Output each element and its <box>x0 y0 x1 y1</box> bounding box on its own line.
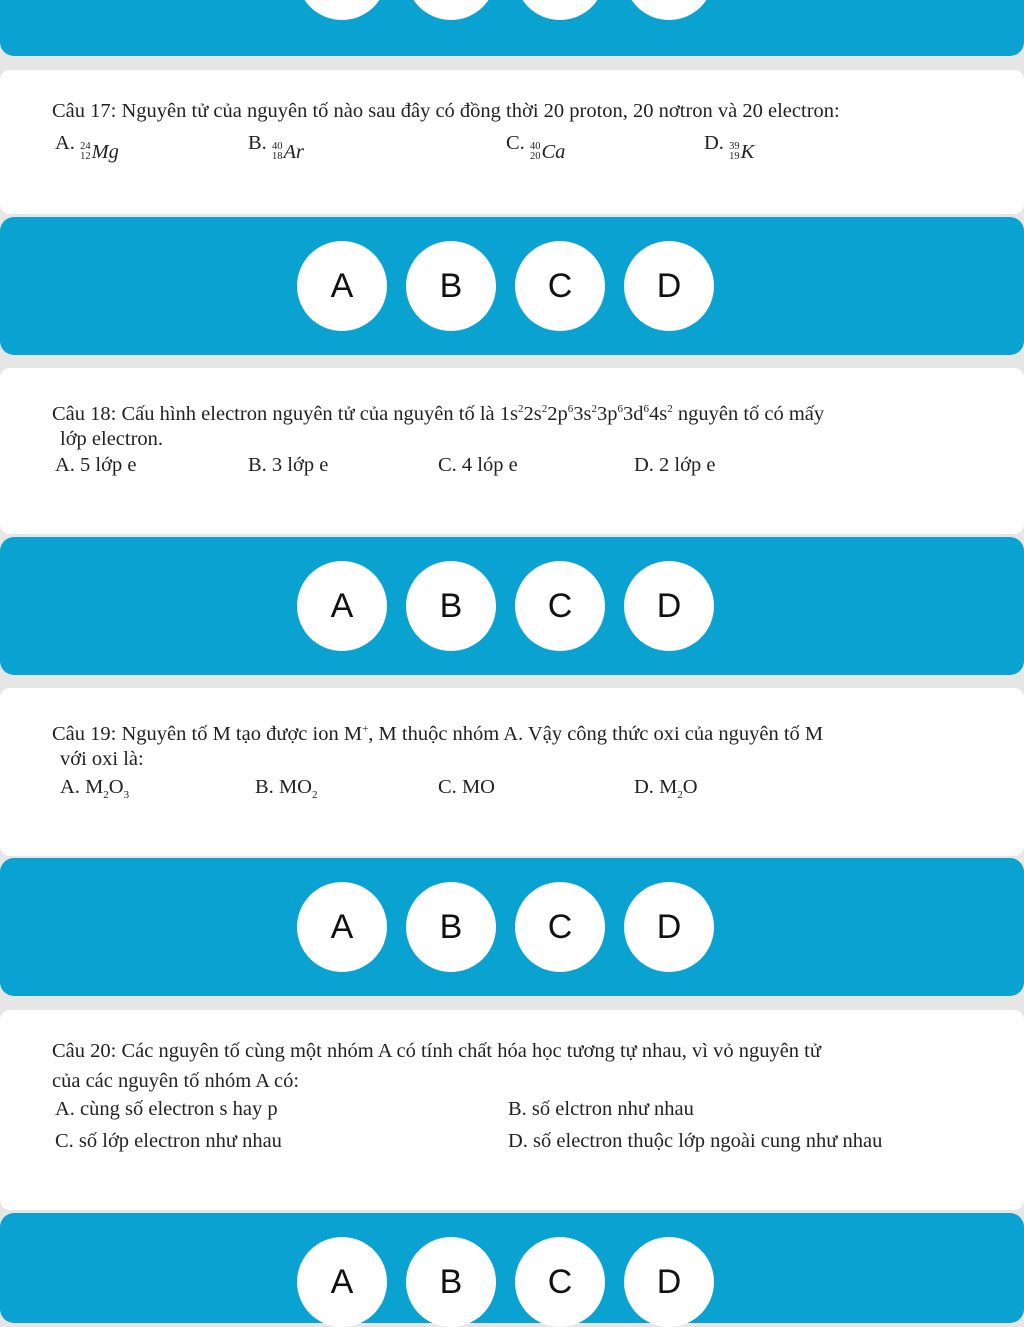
answer-button-c[interactable]: C <box>515 561 605 651</box>
answer-band-20 <box>0 1213 1024 1323</box>
option-d: D. 2 lớp e <box>634 454 716 476</box>
option-d: D. 39 19 K <box>704 132 755 163</box>
orbital-term: $3p^6$ <box>596 402 623 425</box>
answer-button-a[interactable]: A <box>297 1237 387 1327</box>
option-a: A. $M_2O_3$ <box>60 776 130 802</box>
isotope-mg: 24 12 Mg <box>80 140 119 163</box>
question-text: Câu 18: Cấu hình electron nguyên tử của nguyên tố là $1s^22s^22p^63s^23p^63d^64s^2$ nguyên tố có mấy <box>52 402 825 425</box>
answer-button-d[interactable] <box>624 0 714 20</box>
electron-configuration <box>500 403 673 425</box>
orbital-term: $4s^2$ <box>648 402 673 425</box>
orbital-term: $2s^2$ <box>523 402 548 425</box>
answer-band-top <box>0 0 1024 56</box>
option-a: A. cùng số electron s hay p <box>55 1098 278 1120</box>
answer-button-b[interactable]: B <box>406 882 496 972</box>
question-text-line2: lớp electron. <box>60 428 164 450</box>
answer-button-d[interactable]: D <box>624 1237 714 1327</box>
option-c: C. số lớp electron như nhau <box>55 1130 282 1152</box>
answer-button-b[interactable]: B <box>406 561 496 651</box>
question-text: Câu 20: Các nguyên tố cùng một nhóm A có tính chất hóa học tương tự nhau, vì vỏ nguyên tử <box>52 1040 821 1062</box>
question-card-17 <box>0 70 1024 214</box>
answer-button-b[interactable]: B <box>406 1237 496 1327</box>
answer-button-a[interactable]: A <box>297 561 387 651</box>
question-card-18 <box>0 368 1024 534</box>
orbital-term: $2p^6$ <box>547 402 574 425</box>
option-b: B. 40 18 Ar <box>248 132 304 163</box>
answer-button-d[interactable]: D <box>624 561 714 651</box>
answer-button-a[interactable]: A <box>297 882 387 972</box>
answer-button-a[interactable]: A <box>297 241 387 331</box>
orbital-term: $3d^6$ <box>622 402 649 425</box>
question-text-line2: của các nguyên tố nhóm A có: <box>52 1070 300 1092</box>
answer-button-d[interactable]: D <box>624 241 714 331</box>
answer-button-c[interactable]: C <box>515 241 605 331</box>
isotope-k: 39 19 K <box>729 140 755 163</box>
ion-charge: + <box>362 723 369 735</box>
orbital-term: $3s^2$ <box>573 402 597 425</box>
option-b: B. $MO_2$ <box>255 776 318 802</box>
answer-band-18 <box>0 537 1024 675</box>
option-c: C. MO <box>438 776 495 798</box>
orbital-term: $1s^2$ <box>499 402 524 425</box>
answer-button-b[interactable] <box>406 0 496 20</box>
question-text-line2: với oxi là: <box>60 748 144 770</box>
question-card-20 <box>0 1010 1024 1210</box>
answer-band-19 <box>0 858 1024 996</box>
option-c: C. 40 20 Ca <box>506 132 566 163</box>
isotope-ar: 40 18 Ar <box>271 140 304 163</box>
option-d: D. số electron thuộc lớp ngoài cung như nhau <box>508 1130 883 1152</box>
answer-band-17 <box>0 217 1024 355</box>
answer-button-c[interactable] <box>515 0 605 20</box>
isotope-ca: 40 20 Ca <box>529 140 566 163</box>
option-a: A. 24 12 Mg <box>55 132 119 163</box>
option-c: C. 4 lóp e <box>438 454 518 476</box>
option-a: A. 5 lớp e <box>55 454 137 476</box>
answer-button-c[interactable]: C <box>515 882 605 972</box>
option-b: B. 3 lớp e <box>248 454 329 476</box>
question-text: Câu 17: Nguyên tử của nguyên tố nào sau đây có đồng thời 20 proton, 20 nơtron và 20 electron: <box>52 100 840 122</box>
answer-button-d[interactable]: D <box>624 882 714 972</box>
option-d: D. $M_2O$ <box>634 776 698 802</box>
question-card-19 <box>0 688 1024 856</box>
answer-button-a[interactable] <box>297 0 387 20</box>
answer-button-b[interactable]: B <box>406 241 496 331</box>
answer-button-c[interactable]: C <box>515 1237 605 1327</box>
question-text: Câu 19: Nguyên tố M tạo được ion M+, M thuộc nhóm A. Vậy công thức oxi của nguyên tố M <box>52 722 824 745</box>
option-b: B. số elctron như nhau <box>508 1098 694 1120</box>
